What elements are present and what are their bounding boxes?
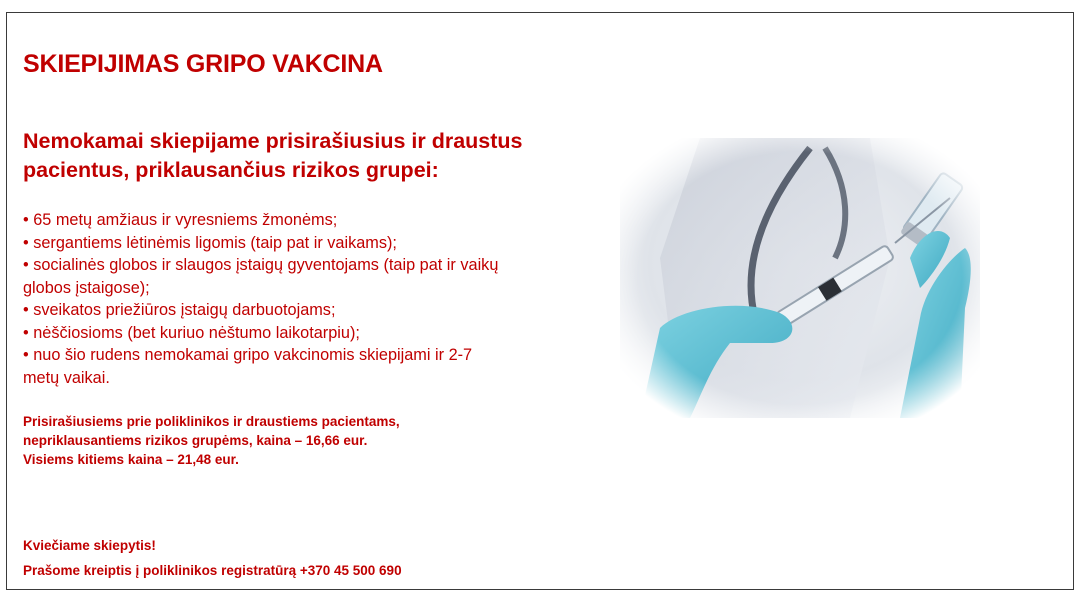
invite-text: Kviečiame skiepytis! (23, 538, 156, 553)
price-line: Visiems kitiems kaina – 21,48 eur. (23, 452, 239, 467)
subheading-line: Nemokamai skiepijame prisirašiusius ir draustus (23, 129, 523, 153)
vaccine-photo (620, 138, 980, 418)
price-info (23, 412, 583, 469)
list-item: • nuo šio rudens nemokamai gripo vakcinomis skiepijami ir 2-7 (23, 346, 473, 364)
list-item: • 65 metų amžiaus ir vyresniems žmonėms; (23, 211, 338, 229)
list-item: • sergantiems lėtinėmis ligomis (taip pat ir vaikams); (23, 233, 397, 252)
photo-edge-fade (620, 138, 980, 418)
page-title: SKIEPIJIMAS GRIPO VAKCINA (23, 50, 383, 78)
risk-group-list (23, 209, 613, 389)
list-item: • sveikatos priežiūros įstaigų darbuotojams; (23, 301, 336, 319)
list-item: • socialinės globos ir slaugos įstaigų gyventojams (taip pat ir vaikų (23, 256, 499, 274)
list-item: globos įstaigose); (23, 278, 150, 297)
subheading (23, 127, 603, 185)
list-item: metų vaikai. (23, 368, 110, 387)
price-line: Prisirašiusiems prie poliklinikos ir draustiems pacientams, (23, 414, 400, 429)
price-line: nepriklausantiems rizikos grupėms, kaina – 16,66 eur. (23, 433, 368, 448)
list-item: • nėščiosioms (bet kuriuo nėštumo laikotarpiu); (23, 323, 360, 342)
contact-text: Prašome kreiptis į poliklinikos registratūrą +370 45 500 690 (23, 563, 402, 578)
subheading-line: pacientus, priklausančius rizikos grupei: (23, 158, 439, 182)
